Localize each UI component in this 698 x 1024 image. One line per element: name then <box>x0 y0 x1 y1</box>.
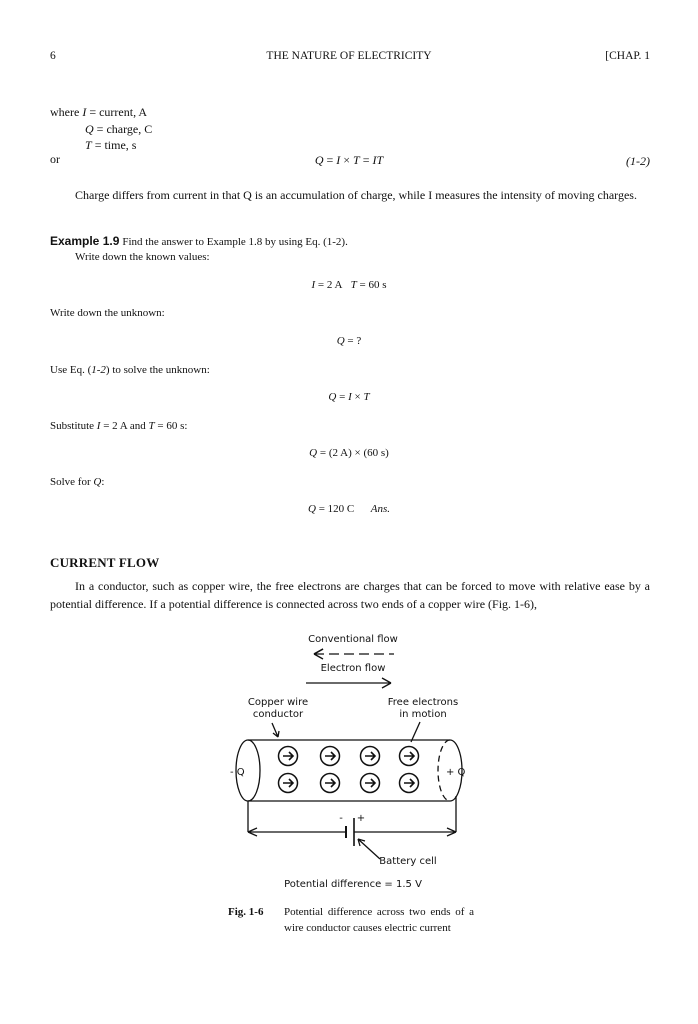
step-use-eq <box>50 362 210 378</box>
known-I-value: 2 A <box>326 279 343 291</box>
battery-pointer-line <box>358 839 380 859</box>
step-substitute: Substitute I = 2 A and T = 60 s: <box>50 420 188 432</box>
equation-1-2: Q = I × T = IT <box>314 153 384 167</box>
electron-row-top <box>279 747 419 766</box>
electron <box>400 747 419 766</box>
electron <box>321 747 340 766</box>
copper-wire-label-1: Copper wire <box>247 697 309 708</box>
running-title: THE NATURE OF ELECTRICITY <box>266 50 432 62</box>
I-definition-text: = current, A <box>89 105 148 119</box>
electron-flow-label: Electron flow <box>320 663 386 674</box>
section-heading: CURRENT FLOW <box>50 555 160 570</box>
equation-number: (1-2) <box>626 154 650 168</box>
caption-text: Potential difference across two ends of a wire conductor causes electric current <box>284 906 474 934</box>
electron <box>361 747 380 766</box>
or-word: or <box>50 152 60 166</box>
battery-cell-label: Battery cell <box>379 856 437 867</box>
circuit-diagram <box>228 642 478 872</box>
where-word: where <box>50 105 80 119</box>
substitution-equation: Q = (2 A) × (60 s) <box>309 447 389 459</box>
step3-eq: 1-2 <box>91 364 106 376</box>
step-unknown: Write down the unknown: <box>50 307 165 319</box>
negative-charge-label: - Q <box>230 767 245 778</box>
copper-pointer-line <box>272 723 279 737</box>
definition-Q: Q = charge, C <box>85 122 153 136</box>
electron-row-bottom <box>279 774 419 793</box>
electron <box>279 774 298 793</box>
wire-conductor <box>248 740 450 801</box>
free-electrons-label-1: Free electrons <box>387 697 459 708</box>
electron <box>361 774 380 793</box>
electrons-pointer-line <box>411 722 420 742</box>
positive-charge-label: + Q <box>446 767 466 778</box>
example-label: Example 1.9 <box>50 234 120 248</box>
step4-T: 60 s: <box>166 420 188 432</box>
step-solve: Solve for Q: <box>50 476 105 488</box>
step5-text: Solve for <box>50 476 91 488</box>
right-end-inner <box>438 740 450 801</box>
unknown-equation: Q = ? <box>336 335 362 347</box>
definition-T: T = time, s <box>85 138 137 152</box>
conventional-flow-label: Conventional flow <box>308 634 398 645</box>
electron <box>279 747 298 766</box>
figure-1-6 <box>228 634 478 912</box>
free-electrons-label-2: in motion <box>399 709 447 720</box>
chapter-label: [CHAP. 1 <box>605 50 650 62</box>
substitution-expression: (2 A) × (60 s) <box>328 447 389 459</box>
known-T-value: 60 s <box>368 279 387 291</box>
right-end-cap <box>450 740 462 801</box>
answer-value: 120 C <box>327 503 355 515</box>
potential-difference-label: Potential difference = 1.5 V <box>284 879 422 890</box>
T-definition-text: = time, s <box>94 138 137 152</box>
example-intro: Find the answer to Example 1.8 by using Eq. (1-2). <box>122 236 348 248</box>
step-known: Write down the known values: <box>75 251 210 263</box>
step3-pre: Use Eq. ( <box>50 364 92 376</box>
current-flow-paragraph: In a conductor, such as copper wire, the free electrons are charges that can be forced to move with relative ease by a potential difference. If a potential difference is connected across two ends of a copper wire (Fig. 1-6), <box>50 579 650 611</box>
copper-wire-label-2: conductor <box>252 709 304 720</box>
formula-equation: Q = I × T <box>328 391 370 403</box>
electron <box>400 774 419 793</box>
caption-label: Fig. 1-6 <box>228 906 264 918</box>
electron <box>321 774 340 793</box>
step3-post: ) to solve the unknown: <box>105 364 210 376</box>
known-values: I = 2 A T = 60 s <box>311 279 387 291</box>
example-heading <box>50 233 348 250</box>
unknown-value: ? <box>356 335 362 347</box>
battery-minus-label: - <box>339 813 343 824</box>
left-end-cap <box>236 740 260 801</box>
definition-I: where I = current, A <box>50 105 148 119</box>
step4-text: Substitute <box>50 420 95 432</box>
page-number: 6 <box>50 50 56 62</box>
step4-I: 2 A and <box>112 420 146 432</box>
battery-plus-label: + <box>356 813 366 824</box>
answer-equation: Q = 120 C Ans. <box>307 503 390 515</box>
charge-paragraph: Charge differs from current in that Q is an accumulation of charge, while I measures the intensity of moving charges. <box>75 188 637 202</box>
Q-definition-text: = charge, C <box>96 122 153 136</box>
answer-label: Ans. <box>370 503 390 515</box>
